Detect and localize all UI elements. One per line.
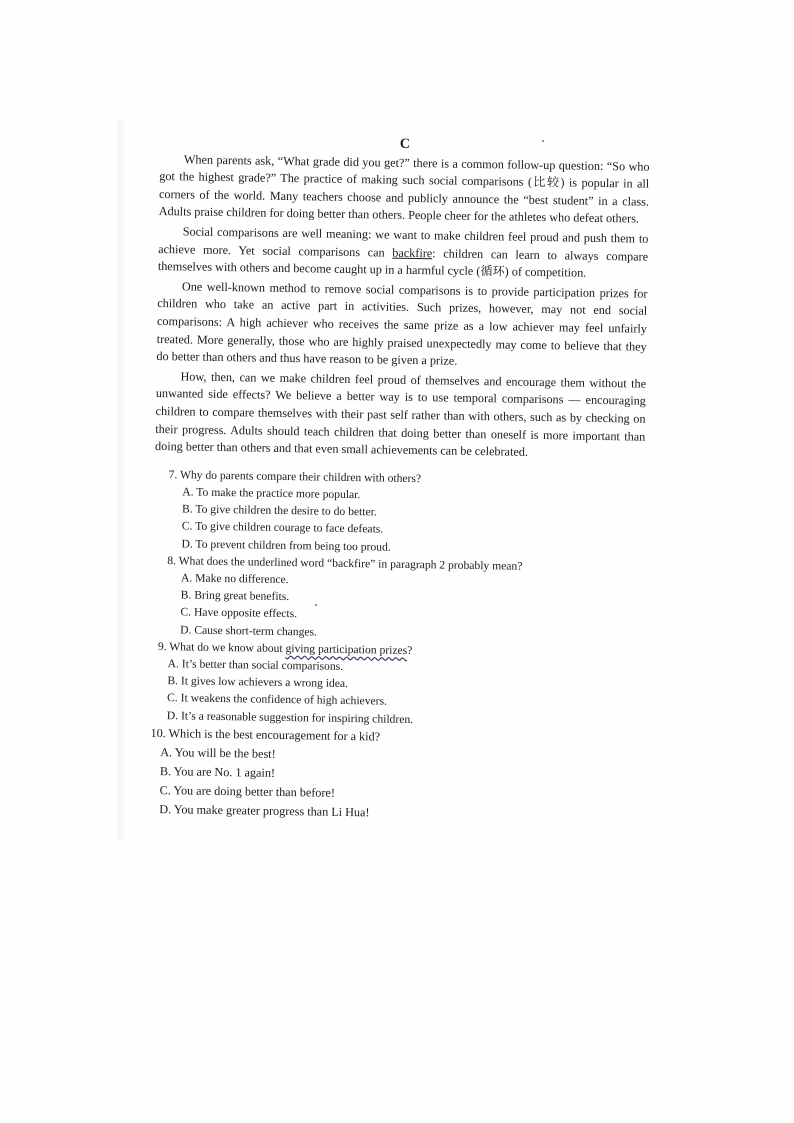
question-10-option-b: B. You are No. 1 again! <box>159 763 276 780</box>
question-7-stem: 7. Why do parents compare their children with others? <box>168 467 422 485</box>
question-10-option-a: A. You will be the best! <box>160 744 276 761</box>
question-10-option-c: C. You are doing better than before! <box>159 782 336 800</box>
question-10 <box>149 724 640 827</box>
scan-shadow <box>118 120 126 840</box>
question-7 <box>153 466 644 560</box>
question-9 <box>151 638 642 732</box>
question-8-option-b: B. Bring great benefits. <box>180 588 290 604</box>
paragraph-2-text-b: : children can learn to always compare themselves with others and become caught up in a harmful cycle (循环) of competition. <box>157 245 649 280</box>
section-heading: C <box>399 136 411 152</box>
underlined-word-backfire: backfire <box>392 245 433 260</box>
question-9-option-d: D. It’s a reasonable suggestion for inspiring children. <box>166 708 414 726</box>
question-list <box>149 466 644 827</box>
question-8-option-a: A. Make no difference. <box>180 571 289 586</box>
question-9-option-b: B. It gives low achievers a wrong idea. <box>167 674 349 691</box>
question-9-option-c: C. It weakens the confidence of high achievers. <box>167 691 388 708</box>
question-8-option-d: D. Cause short-term changes. <box>180 622 318 639</box>
question-7-option-c: C. To give children courage to face defeats. <box>181 519 384 536</box>
question-10-stem: 10. Which is the best encouragement for a kid? <box>150 725 381 744</box>
question-7-option-b: B. To give children the desire to do better. <box>181 502 377 519</box>
paragraph-3: One well-known method to remove social comparisons is to provide participation prizes for children who take an active part in activities. Such prizes, however, may not end social comparisons: A high achiever who receives the same prize as a low achiever may feel unfairly treated. More generally, those who are highly praised unexpectedly may come to believe that they do better than others and thus have reason to be given a prize. <box>156 279 648 368</box>
question-9-option-a: A. It’s better than social comparisons. <box>167 657 344 673</box>
paragraph-1: When parents ask, “What grade did you get?” there is a common follow-up question: “So who got the highest grade?” The practice of making such social comparisons (比较) is popular in all corners of the world. Many teachers choose and publicly announce the “best student” in a class. Adults praise children for doing better than others. People cheer for the athletes who defeat others. <box>158 151 650 226</box>
question-8-option-c: C. Have opposite effects. <box>180 605 298 621</box>
question-8-stem: 8. What does the underlined word “backfire” in paragraph 2 probably mean? <box>167 553 523 573</box>
question-10-option-d: D. You make greater progress than Li Hua! <box>159 801 370 820</box>
paragraph-4: How, then, can we make children feel proud of themselves and encourage them without the unwanted side effects? We believe a better way is to use temporal comparisons — encouraging children to compare themselves with their past self rather than with others, such as by checking on their progress. Adults should teach children that doing better than oneself is more important than doing better than others and that even small achievements can be celebrated. <box>154 369 647 459</box>
question-9-stem-text: 9. What do we know about <box>157 639 286 655</box>
question-7-option-d: D. To prevent children from being too proud. <box>181 536 391 554</box>
paragraph-2 <box>158 223 649 283</box>
question-9-stem-end: ? <box>407 643 413 657</box>
reading-passage-c <box>149 132 650 826</box>
paragraph-2-text-a: Social comparisons are well meaning: we want to make children feel proud and push them to achieve more. Yet social comparisons can <box>158 224 649 260</box>
question-8 <box>152 552 643 646</box>
handwritten-wavy-underline: giving participation prizes <box>285 641 408 657</box>
question-7-option-a: A. To make the practice more popular. <box>182 485 361 502</box>
